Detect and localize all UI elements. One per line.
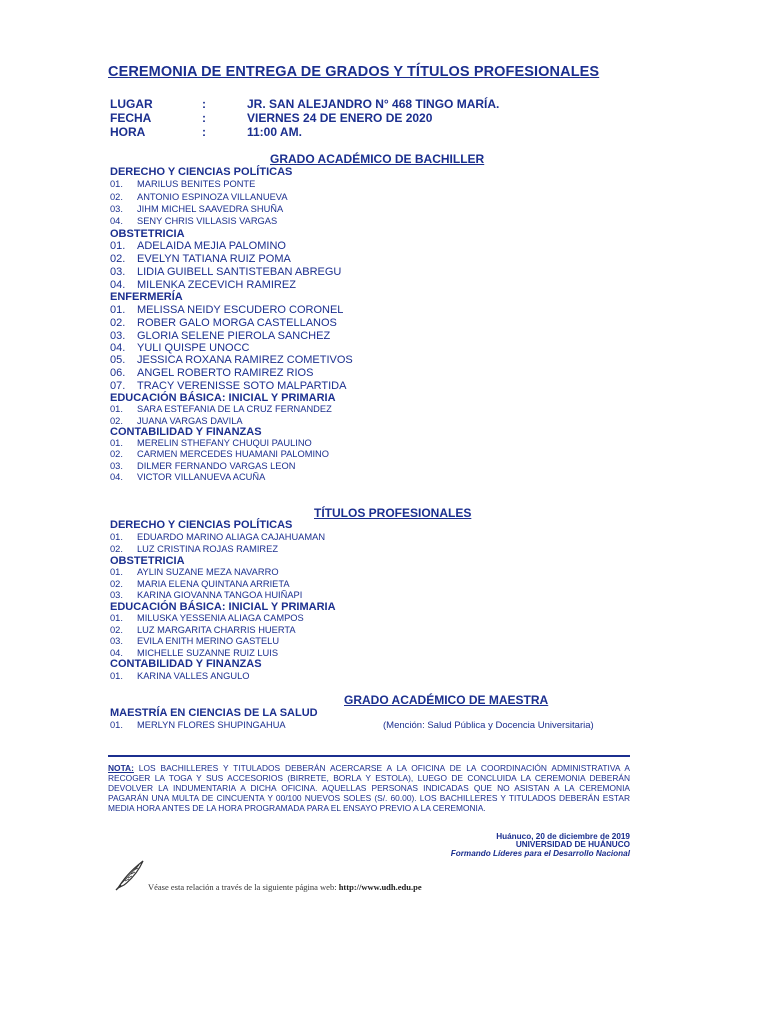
category-heading: DERECHO Y CIENCIAS POLÍTICAS — [110, 519, 293, 531]
item-name: LUZ CRISTINA ROJAS RAMIREZ — [137, 544, 279, 554]
item-name: KARINA GIOVANNA TANGOA HUIÑAPI — [137, 590, 303, 600]
section-heading-bachiller: GRADO ACADÉMICO DE BACHILLER — [270, 152, 485, 166]
item-number: 02. — [110, 625, 123, 635]
feather-pen-icon — [115, 858, 147, 892]
item-name: YULI QUISPE UNOCC — [137, 342, 250, 354]
item-number: 04. — [110, 648, 123, 658]
item-number: 01. — [110, 671, 123, 681]
info-colon: : — [202, 125, 206, 139]
note-text: LOS BACHILLERES Y TITULADOS DEBERÁN ACERCARSE A LA OFICINA DE LA COORDINACIÓN ADMINISTRATIVA A RECOGER LA TOGA Y SUS ACCESORIOS (BIRRETE, BORLA Y ESTOLA), LUEGO DE CONCLUIDA LA CEREMONIA DEBERÁN DEVOLVER LA INDUMENTARIA A DICHA OFICINA. AQUELLAS PERSONAS INDICADAS QUE NO ASISTAN A LA CEREMONIA PAGARÁN UNA MULTA DE CINCUENTA Y 00/100 NUEVOS SOLES (S/. 60.00). LOS BACHILLERES Y TITULADOS DEBERÁN ESTAR MEDIA HORA ANTES DE LA HORA PROGRAMADA PARA EL ENSAYO PREVIO A LA CEREMONIA. — [108, 763, 630, 813]
item-number: 01. — [110, 613, 123, 623]
item-name: MARIA ELENA QUINTANA ARRIETA — [137, 579, 290, 589]
item-name: ADELAIDA MEJIA PALOMINO — [137, 240, 286, 252]
item-number: 03. — [110, 266, 126, 278]
section-heading-maestra: GRADO ACADÉMICO DE MAESTRA — [344, 693, 549, 707]
item-number: 04. — [110, 472, 123, 482]
info-value: JR. SAN ALEJANDRO N° 468 TINGO MARÍA. — [247, 97, 500, 111]
item-name: MERELIN STHEFANY CHUQUI PAULINO — [137, 438, 312, 448]
info-value: VIERNES 24 DE ENERO DE 2020 — [247, 111, 433, 125]
web-text: Véase esta relación a través de la siguiente página web: — [148, 882, 339, 892]
item-name: VICTOR VILLANUEVA ACUÑA — [137, 472, 266, 482]
note-label: NOTA: — [108, 763, 134, 773]
item-number: 02. — [110, 579, 123, 589]
item-name: MILUSKA YESSENIA ALIAGA CAMPOS — [137, 613, 304, 623]
item-number: 01. — [110, 240, 126, 252]
item-number: 01. — [110, 567, 123, 577]
category-heading: EDUCACIÓN BÁSICA: INICIAL Y PRIMARIA — [110, 601, 336, 613]
page-title: CEREMONIA DE ENTREGA DE GRADOS Y TÍTULOS PROFESIONALES — [108, 64, 600, 80]
item-number: 02. — [110, 416, 123, 426]
item-number: 03. — [110, 636, 123, 646]
item-name: JUANA VARGAS DAVILA — [137, 416, 243, 426]
item-name: DILMER FERNANDO VARGAS LEON — [137, 461, 296, 471]
item-number: 01. — [110, 304, 126, 316]
signature-org: UNIVERSIDAD DE HUÁNUCO — [515, 840, 630, 849]
item-name: EDUARDO MARINO ALIAGA CAJAHUAMAN — [137, 532, 326, 542]
item-name: MELISSA NEIDY ESCUDERO CORONEL — [137, 304, 344, 316]
item-name: MICHELLE SUZANNE RUIZ LUIS — [137, 648, 279, 658]
item-number: 05. — [110, 354, 126, 366]
category-heading: OBSTETRICIA — [110, 555, 185, 567]
category-heading: MAESTRÍA EN CIENCIAS DE LA SALUD — [110, 707, 318, 719]
item-number: 01. — [110, 532, 123, 542]
mention-note: (Mención: Salud Pública y Docencia Universitaria) — [383, 720, 594, 731]
item-name: LIDIA GUIBELL SANTISTEBAN ABREGU — [137, 266, 342, 278]
item-number: 03. — [110, 590, 123, 600]
item-number: 03. — [110, 461, 123, 471]
item-number: 01. — [110, 438, 123, 448]
web-reference — [148, 882, 422, 892]
item-number: 04. — [110, 216, 123, 226]
item-number: 01. — [110, 179, 123, 189]
category-heading: OBSTETRICIA — [110, 228, 185, 240]
item-name: ANGEL ROBERTO RAMIREZ RIOS — [137, 367, 314, 379]
item-name: LUZ MARGARITA CHARRIS HUERTA — [137, 625, 296, 635]
item-name: AYLIN SUZANE MEZA NAVARRO — [137, 567, 279, 577]
category-heading: ENFERMERÍA — [110, 291, 183, 303]
item-number: 01. — [110, 720, 123, 730]
item-number: 06. — [110, 367, 126, 379]
item-name: GLORIA SELENE PIEROLA SANCHEZ — [137, 330, 331, 342]
item-name: KARINA VALLES ANGULO — [137, 671, 250, 681]
item-name: EVELYN TATIANA RUIZ POMA — [137, 253, 291, 265]
section-heading-titulos: TÍTULOS PROFESIONALES — [314, 506, 472, 520]
item-number: 07. — [110, 380, 126, 392]
item-name: JIHM MICHEL SAAVEDRA SHUÑA — [137, 204, 284, 214]
info-value: 11:00 AM. — [247, 125, 302, 139]
signature-motto: Formando Líderes para el Desarrollo Nacional — [450, 849, 630, 858]
item-name: MARILUS BENITES PONTE — [137, 179, 256, 189]
category-heading: DERECHO Y CIENCIAS POLÍTICAS — [110, 166, 293, 178]
item-name: JESSICA ROXANA RAMIREZ COMETIVOS — [137, 354, 353, 366]
info-label: FECHA — [110, 111, 152, 125]
item-name: ANTONIO ESPINOZA VILLANUEVA — [137, 192, 288, 202]
item-number: 01. — [110, 404, 123, 414]
info-colon: : — [202, 97, 206, 111]
item-number: 02. — [110, 253, 126, 265]
item-number: 03. — [110, 330, 126, 342]
item-name: MILENKA ZECEVICH RAMIREZ — [137, 279, 296, 291]
item-number: 02. — [110, 317, 126, 329]
divider — [108, 755, 630, 757]
item-number: 02. — [110, 544, 123, 554]
item-number: 03. — [110, 204, 123, 214]
web-link[interactable]: http://www.udh.edu.pe — [338, 882, 422, 892]
item-number: 04. — [110, 279, 126, 291]
info-colon: : — [202, 111, 206, 125]
item-name: SENY CHRIS VILLASIS VARGAS — [137, 216, 278, 226]
item-number: 02. — [110, 192, 123, 202]
category-heading: CONTABILIDAD Y FINANZAS — [110, 658, 262, 670]
item-name: MERLYN FLORES SHUPINGAHUA — [137, 720, 286, 730]
item-name: SARA ESTEFANIA DE LA CRUZ FERNANDEZ — [137, 404, 332, 414]
signature-date: Huánuco, 20 de diciembre de 2019 — [496, 832, 630, 841]
info-label: HORA — [110, 125, 146, 139]
item-name: TRACY VERENISSE SOTO MALPARTIDA — [137, 380, 347, 392]
item-name: CARMEN MERCEDES HUAMANI PALOMINO — [137, 449, 329, 459]
item-name: EVILA ENITH MERINO GASTELU — [137, 636, 280, 646]
note-paragraph — [108, 763, 630, 813]
item-number: 04. — [110, 342, 126, 354]
item-number: 02. — [110, 449, 123, 459]
info-label: LUGAR — [110, 97, 153, 111]
category-heading: CONTABILIDAD Y FINANZAS — [110, 426, 262, 438]
item-name: ROBER GALO MORGA CASTELLANOS — [137, 317, 337, 329]
category-heading: EDUCACIÓN BÁSICA: INICIAL Y PRIMARIA — [110, 392, 336, 404]
